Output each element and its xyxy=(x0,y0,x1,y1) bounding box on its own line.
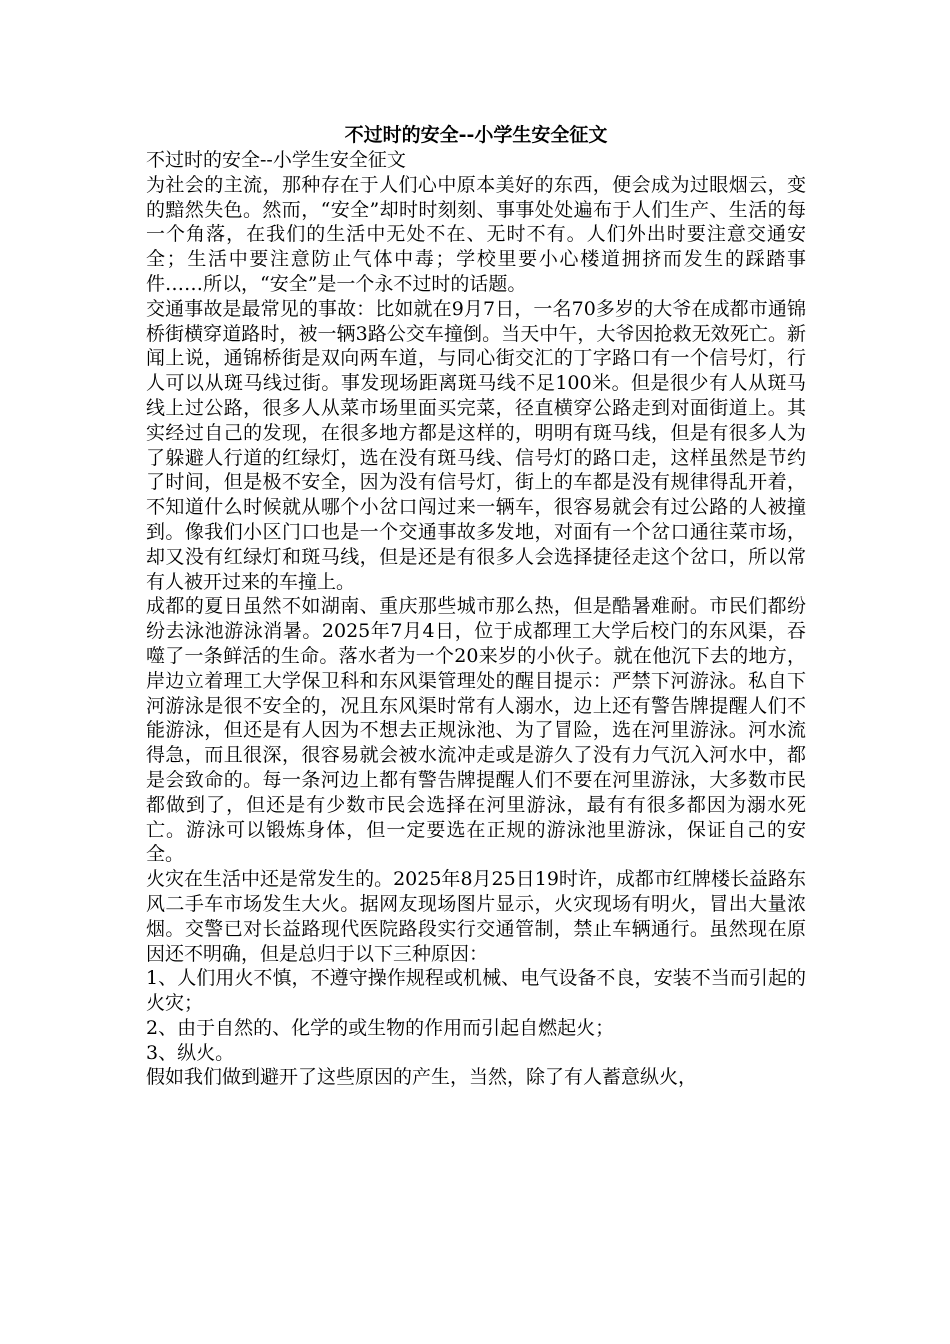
subtitle-paragraph: 不过时的安全--小学生安全征文 xyxy=(146,149,406,171)
closing-paragraph: 假如我们做到避开了这些原因的产生，当然，除了有人蓄意纵火， xyxy=(146,1066,698,1089)
document-title: 不过时的安全--小学生安全征文 xyxy=(344,124,608,146)
fire-paragraph: 火灾在生活中还是常发生的。2025年8月25日19时许，成都市红牌楼长益路东风二手车市场发生大火。据网友现场图片显示，火灾现场有明火，冒出大量浓烟。交警已对长益路现代医院路段实行交通管制，禁止车辆通行。虽然现在原因还不明确，但是总归于以下三种原因： xyxy=(146,868,806,965)
fire-cause-item-2: 2、由于自然的、化学的或生物的作用而引起自燃起火； xyxy=(146,1016,615,1039)
intro-paragraph: 为社会的主流，那种存在于人们心中原本美好的东西，便会成为过眼烟云，变的黯然失色。然而，“安全”却时时刻刻、事事处处遍布于人们生产、生活的每一个角落，在我们的生活中无处不在、无时不有。人们外出时要注意交通安全；生活中要注意防止气体中毒；学校里要小心楼道拥挤而发生的踩踏事件……所以，“安全”是一个永不过时的话题。 xyxy=(146,173,806,295)
fire-cause-item-1: 1、人们用火不慎，不遵守操作规程或机械、电气设备不良，安装不当而引起的火灾； xyxy=(146,967,806,1015)
document-page xyxy=(146,122,806,1090)
fire-cause-item-3: 3、纵火。 xyxy=(146,1041,235,1064)
traffic-paragraph: 交通事故是最常见的事故：比如就在9月7日，一名70多岁的大爷在成都市通锦桥街横穿道路时，被一辆3路公交车撞倒。当天中午，大爷因抢救无效死亡。新闻上说，通锦桥街是双向两车道，与同心街交汇的丁字路口有一个信号灯，行人可以从斑马线过街。事发现场距离斑马线不足100米。但是很少有人从斑马线上过公路，很多人从菜市场里面买完菜，径直横穿公路走到对面街道上。其实经过自己的发现，在很多地方都是这样的，明明有斑马线，但是有很多人为了躲避人行道的红绿灯，选在没有斑马线、信号灯的路口走，这样虽然是节约了时间，但是极不安全，因为没有信号灯，街上的车都是没有规律得乱开着，不知道什么时候就从哪个小岔口闯过来一辆车，很容易就会有过公路的人被撞到。像我们小区门口也是一个交通事故多发地，对面有一个岔口通往菜市场，却又没有红绿灯和斑马线，但是还是有很多人会选择捷径走这个岔口，所以常有人被开过来的车撞上。 xyxy=(146,297,806,593)
swimming-paragraph: 成都的夏日虽然不如湖南、重庆那些城市那么热，但是酷暑难耐。市民们都纷纷去泳池游泳消暑。2025年7月4日，位于成都理工大学后校门的东风渠，吞噬了一条鲜活的生命。落水者为一个20来岁的小伙子。就在他沉下去的地方，岸边立着理工大学保卫科和东风渠管理处的醒目提示：严禁下河游泳。私自下河游泳是很不安全的，况且东风渠时常有人溺水，边上还有警告牌提醒人们不能游泳，但还是有人因为不想去正规泳池、为了冒险，选在河里游泳。河水流得急，而且很深，很容易就会被水流冲走或是游久了没有力气沉入河水中，都是会致命的。每一条河边上都有警告牌提醒人们不要在河里游泳，大多数市民都做到了，但还是有少数市民会选择在河里游泳，最有有很多都因为溺水死亡。游泳可以锻炼身体，但一定要选在正规的游泳池里游泳，保证自己的安全。 xyxy=(146,595,806,866)
